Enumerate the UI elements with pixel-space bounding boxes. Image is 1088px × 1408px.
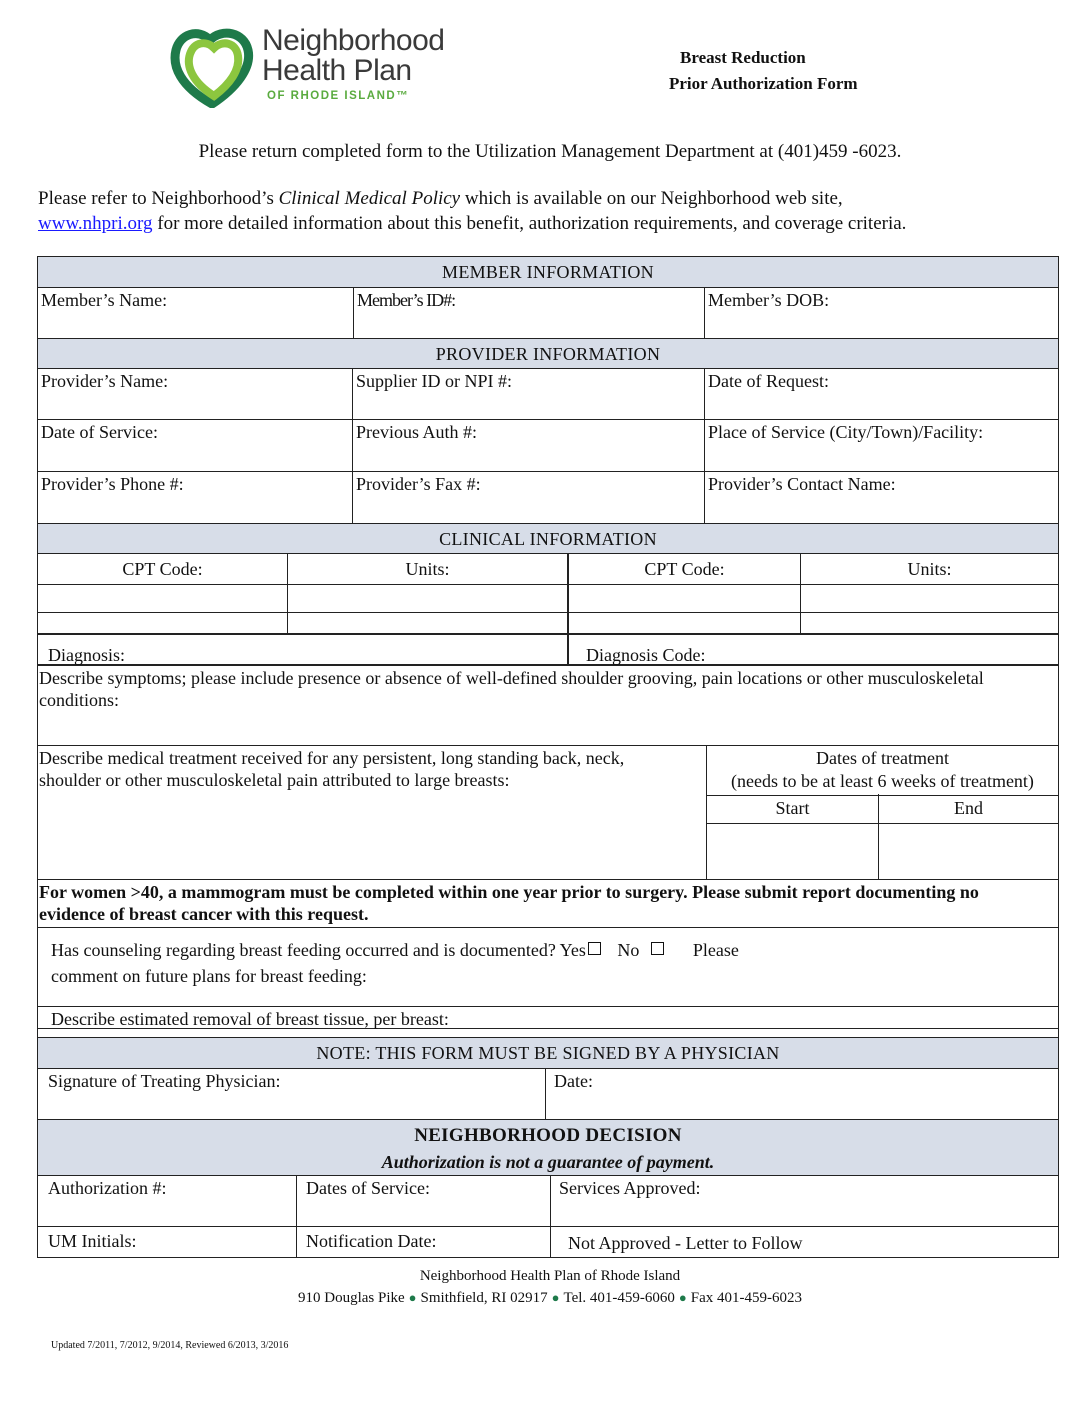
policy-reference: Please refer to Neighborhood’s Clinical Medical Policy which is available on our Neighborhood web site, [38, 188, 843, 209]
end-header: End [878, 794, 1058, 824]
member-info-row [38, 288, 1058, 339]
decision-subheading: Authorization is not a guarantee of payment. [381, 1152, 715, 1172]
treatment-label: Describe medical treatment received for any persistent, long standing back, neck, shoulder or other musculoskeletal pain attributed to large breasts: [39, 748, 625, 790]
member-name-field[interactable] [38, 288, 353, 338]
provider-fax-field[interactable] [352, 472, 704, 523]
provider-contact-field[interactable] [704, 472, 1058, 523]
services-approved-field[interactable] [550, 1176, 1058, 1226]
footer-city: Smithfield, RI 02917 [420, 1290, 548, 1306]
logo-name-line1: Neighborhood [262, 24, 445, 57]
form-title-line2: Prior Authorization Form [669, 74, 858, 93]
npi-label: Supplier ID or NPI #: [356, 371, 512, 391]
member-id-label: Member’s ID#: [357, 290, 456, 310]
footer-fax: Fax 401-459-6023 [690, 1290, 803, 1306]
service-date-label: Date of Service: [41, 422, 158, 442]
services-approved-label: Services Approved: [559, 1178, 701, 1198]
counseling-row [38, 928, 1058, 1007]
notification-date-field[interactable] [296, 1227, 550, 1258]
signature-row [38, 1069, 1058, 1120]
end-date-input[interactable] [878, 824, 1058, 879]
provider-contact-label: Provider’s Contact Name: [708, 474, 896, 494]
decision-heading-block [38, 1120, 1058, 1176]
footer-org: Neighborhood Health Plan of Rhode Island [419, 1268, 681, 1284]
removal-label: Describe estimated removal of breast tissue, per breast: [51, 1009, 449, 1029]
logo-name-line2: Health Plan [262, 54, 412, 87]
provider-fax-label: Provider’s Fax #: [356, 474, 481, 494]
um-initials-field[interactable] [38, 1227, 296, 1258]
bullet-icon: ● [678, 1290, 687, 1305]
policy-reference-line2: www.nhpri.org for more detailed information about this benefit, authorization requirements, and coverage criteria. [38, 213, 907, 234]
place-of-service-field[interactable] [704, 420, 1058, 471]
member-id-field[interactable] [353, 288, 704, 338]
logo-heart-icon [170, 26, 256, 108]
provider-phone-label: Provider’s Phone #: [41, 474, 184, 494]
not-approved-field[interactable] [550, 1227, 1058, 1258]
not-approved-label: Not Approved - Letter to Follow [568, 1233, 803, 1253]
removal-row [38, 1007, 1058, 1038]
mammogram-text: For women >40, a mammogram must be completed within one year prior to surgery. Please submit report documenting no evidence of breast cancer with this request. [39, 882, 979, 924]
start-date-input[interactable] [707, 824, 878, 879]
bullet-icon: ● [408, 1290, 417, 1305]
cpt-code-input[interactable] [38, 585, 287, 612]
previous-auth-field[interactable] [352, 420, 704, 471]
removal-field[interactable] [38, 1007, 1058, 1029]
provider-row-1 [38, 369, 1058, 420]
treatment-field[interactable] [38, 746, 706, 879]
service-date-field[interactable] [38, 420, 352, 471]
policy-name: Clinical Medical Policy [278, 188, 461, 209]
no-checkbox[interactable] [651, 942, 664, 955]
decision-row-1 [38, 1176, 1058, 1227]
units-input[interactable] [800, 585, 1058, 612]
decision-dates-label: Dates of Service: [306, 1178, 430, 1198]
provider-name-field[interactable] [38, 369, 352, 419]
member-dob-label: Member’s DOB: [708, 290, 830, 310]
revision-history: Updated 7/2011, 7/2012, 9/2014, Reviewed 6/2013, 3/2016 [51, 1340, 289, 1351]
footer-address: 910 Douglas Pike [297, 1290, 405, 1306]
symptoms-label: Describe symptoms; please include presence or absence of well-defined shoulder grooving, pain locations or other musculoskeletal conditions: [39, 668, 984, 710]
cpt-code-input[interactable] [38, 613, 287, 633]
dates-heading: Dates of treatment [816, 748, 949, 768]
dates-note: (needs to be at least 6 weeks of treatment) [731, 771, 1034, 791]
form-title-line1: Breast Reduction [680, 48, 806, 67]
yes-checkbox[interactable] [588, 942, 601, 955]
please-label: Please [692, 940, 739, 960]
units-input[interactable] [287, 613, 567, 633]
cpt-code-header-2: CPT Code: [567, 554, 800, 584]
comment-label: comment on future plans for breast feeding: [51, 966, 367, 986]
cpt-header-row [38, 554, 1058, 585]
place-of-service-label: Place of Service (City/Town)/Facility: [708, 422, 984, 442]
decision-row-2 [38, 1227, 1058, 1258]
diagnosis-code-label: Diagnosis Code: [586, 645, 706, 665]
previous-auth-label: Previous Auth #: [356, 422, 478, 442]
signature-note: NOTE: THIS FORM MUST BE SIGNED BY A PHYSICIAN [38, 1038, 1058, 1069]
authorization-number-field[interactable] [38, 1176, 296, 1226]
um-initials-label: UM Initials: [48, 1231, 137, 1251]
bullet-icon: ● [551, 1290, 560, 1305]
member-info-heading: MEMBER INFORMATION [38, 257, 1058, 288]
provider-name-label: Provider’s Name: [41, 371, 169, 391]
counseling-label: Has counseling regarding breast feeding occurred and is documented? Yes [51, 940, 586, 960]
symptoms-field[interactable] [38, 666, 1058, 746]
website-link[interactable]: www.nhpri.org [38, 213, 153, 234]
cpt-code-input[interactable] [567, 613, 800, 633]
diagnosis-field[interactable] [38, 635, 567, 664]
request-date-field[interactable] [704, 369, 1058, 419]
units-input[interactable] [287, 585, 567, 612]
request-date-label: Date of Request: [708, 371, 829, 391]
provider-info-heading: PROVIDER INFORMATION [38, 339, 1058, 369]
physician-signature-field[interactable] [38, 1069, 545, 1119]
member-name-label: Member’s Name: [41, 290, 168, 310]
decision-dates-field[interactable] [296, 1176, 550, 1226]
diagnosis-label: Diagnosis: [48, 645, 126, 665]
return-instructions: Please return completed form to the Utilization Management Department at (401)459 -6023. [198, 141, 902, 162]
notification-date-label: Notification Date: [306, 1231, 437, 1251]
npi-field[interactable] [352, 369, 704, 419]
start-header: Start [707, 794, 878, 824]
cpt-row-2 [38, 613, 1058, 635]
logo [170, 26, 470, 108]
mammogram-notice [38, 880, 1058, 928]
provider-row-3 [38, 472, 1058, 524]
signature-date-field[interactable] [545, 1069, 1058, 1119]
signature-label: Signature of Treating Physician: [48, 1071, 281, 1091]
diagnosis-row [38, 635, 1058, 666]
cpt-code-input[interactable] [567, 585, 800, 612]
footer-contact [0, 1290, 1088, 1307]
authorization-form [37, 256, 1059, 1258]
units-header-2: Units: [800, 554, 1058, 584]
no-label: No [617, 940, 640, 960]
counseling-field[interactable] [38, 928, 1058, 1006]
logo-subtitle: OF RHODE ISLAND™ [267, 90, 410, 102]
footer-tel: Tel. 401-459-6060 [563, 1290, 675, 1306]
treatment-row [38, 746, 1058, 880]
provider-row-2 [38, 420, 1058, 472]
treatment-dates [706, 746, 1058, 879]
units-header-1: Units: [287, 554, 567, 584]
signature-date-label: Date: [554, 1071, 593, 1091]
provider-phone-field[interactable] [38, 472, 352, 523]
member-dob-field[interactable] [704, 288, 1058, 338]
diagnosis-code-field[interactable] [567, 635, 1058, 664]
cpt-row-1 [38, 585, 1058, 613]
clinical-info-heading: CLINICAL INFORMATION [38, 524, 1058, 554]
units-input[interactable] [800, 613, 1058, 633]
decision-heading: NEIGHBORHOOD DECISION [414, 1125, 682, 1146]
treatment-dates-header [707, 746, 1058, 796]
cpt-code-header-1: CPT Code: [122, 559, 203, 579]
authorization-number-label: Authorization #: [48, 1178, 167, 1198]
